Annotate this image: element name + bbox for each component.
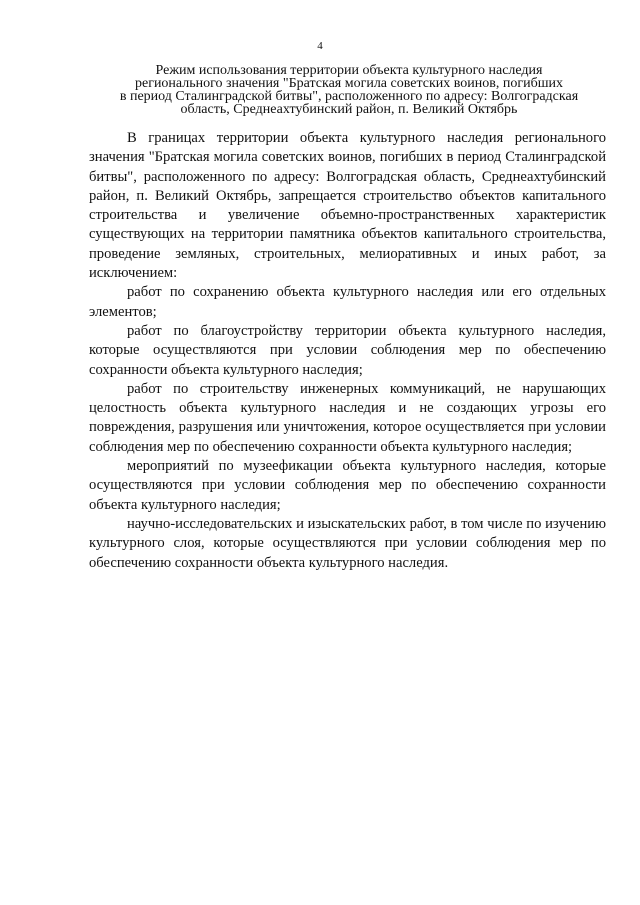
title-line: область, Среднеахтубинский район, п. Великий Октябрь — [180, 102, 518, 117]
paragraph-exception-utilities: работ по строительству инженерных коммуникаций, не нарушающих целостность объекта культурного наследия и не создающих угрозы его повреждения, разрушения или уничтожения, которое осуществляется при условии соблюдения мер по обеспечению сохранности объекта культурного наследия; — [89, 380, 606, 455]
paragraph-exception-research: научно-исследовательских и изыскательских работ, в том числе по изучению культурного слоя, которые осуществляются при условии соблюдения мер по обеспечению сохранности объекта культурного наследия. — [89, 515, 606, 571]
document-title — [92, 64, 606, 116]
paragraph-exception-landscaping: работ по благоустройству территории объекта культурного наследия, которые осуществляются при условии соблюдения мер по обеспечению сохранности объекта культурного наследия; — [89, 322, 606, 378]
paragraph-exception-museumification: мероприятий по музеефикации объекта культурного наследия, которые осуществляются при условии соблюдения мер по обеспечению сохранности объекта культурного наследия; — [89, 458, 606, 513]
title-line: регионального значения "Братская могила советских воинов, погибших — [134, 76, 564, 91]
page-number: 4 — [317, 40, 323, 52]
document-body — [89, 129, 606, 573]
title-line: Режим использования территории объекта культурного наследия — [155, 63, 543, 78]
paragraph-exception-preservation: работ по сохранению объекта культурного наследия или его отдельных элементов; — [89, 284, 606, 320]
paragraph-intro: В границах территории объекта культурного наследия регионального значения "Братская могила советских воинов, погибших в период Сталинградской битвы", расположенного по адресу: Волгоградская область, Среднеахтубинский район, п. Великий Октябрь, запрещается строительство объектов капитального строительства и увеличение объемно-пространственных характеристик существующих на территории памятника объектов капитального строительства, проведение земляных, строительных, мелиоративных и иных работ, за исключением: — [89, 130, 606, 282]
title-line: в период Сталинградской битвы", расположенного по адресу: Волгоградская — [119, 89, 579, 104]
